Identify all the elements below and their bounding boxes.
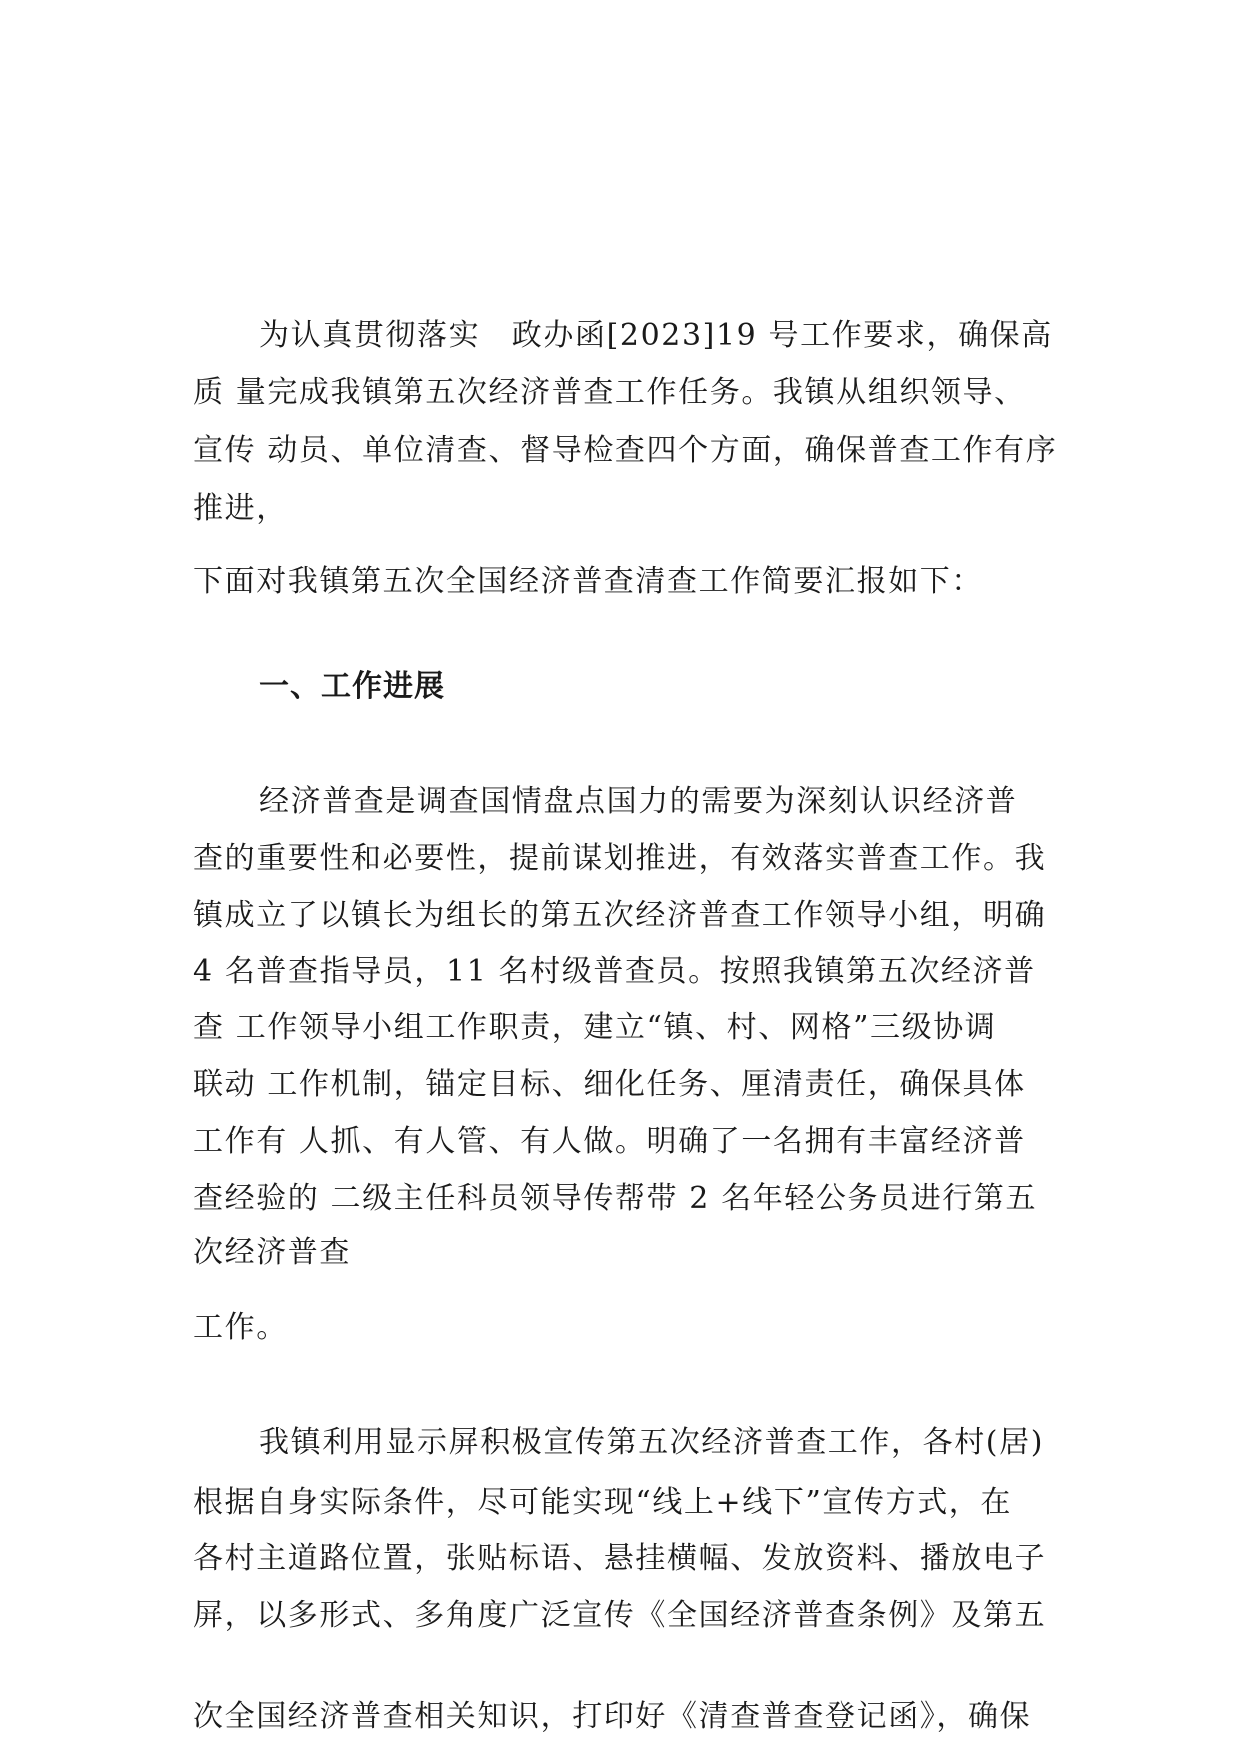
text-line: 屏，以多形式、多角度广泛宣传《全国经济普查条例》及第五	[193, 1598, 1047, 1633]
text-line: 查 工作领导小组工作职责，建立“镇、村、网格”三级协调	[193, 1010, 997, 1045]
text-line: 各村主道路位置，张贴标语、悬挂横幅、发放资料、播放电子	[193, 1541, 1047, 1576]
text-line: 查经验的 二级主任科员领导传帮带 2 名年轻公务员进行第五	[193, 1181, 1038, 1216]
text-line: 质 量完成我镇第五次经济普查工作任务。我镇从组织领导、	[193, 375, 1026, 410]
text-line: 工作。	[193, 1310, 288, 1345]
text-line: 下面对我镇第五次全国经济普查清查工作简要汇报如下：	[193, 564, 983, 599]
text-line: 根据自身实际条件，尽可能实现“线上+线下”宣传方式，在	[193, 1485, 1013, 1520]
text-line: 宣传 动员、单位清查、督导检查四个方面，确保普查工作有序	[193, 433, 1058, 468]
text-line: 次全国经济普查相关知识，打印好《清查普查登记函》，确保	[193, 1699, 1032, 1734]
text-line: 4 名普查指导员，11 名村级普查员。按照我镇第五次经济普	[193, 954, 1036, 989]
text-line: 联动 工作机制，锚定目标、细化任务、厘清责任，确保具体	[193, 1067, 1026, 1102]
text-line: 次经济普查	[193, 1235, 351, 1270]
text-line: 工作有 人抓、有人管、有人做。明确了一名拥有丰富经济普	[193, 1124, 1026, 1159]
text-line: 查的重要性和必要性，提前谋划推进，有效落实普查工作。我	[193, 841, 1047, 876]
section-heading: 一、工作进展	[259, 669, 445, 704]
text-line: 镇成立了以镇长为组长的第五次经济普查工作领导小组，明确	[193, 898, 1047, 933]
text-line: 经济普查是调查国情盘点国力的需要为深刻认识经济普	[259, 784, 1018, 819]
text-line: 为认真贯彻落实 政办函[2023]19 号工作要求，确保高	[259, 318, 1053, 353]
text-line: 推进，	[193, 491, 288, 526]
text-line: 我镇利用显示屏积极宣传第五次经济普查工作，各村(居)	[259, 1425, 1045, 1460]
